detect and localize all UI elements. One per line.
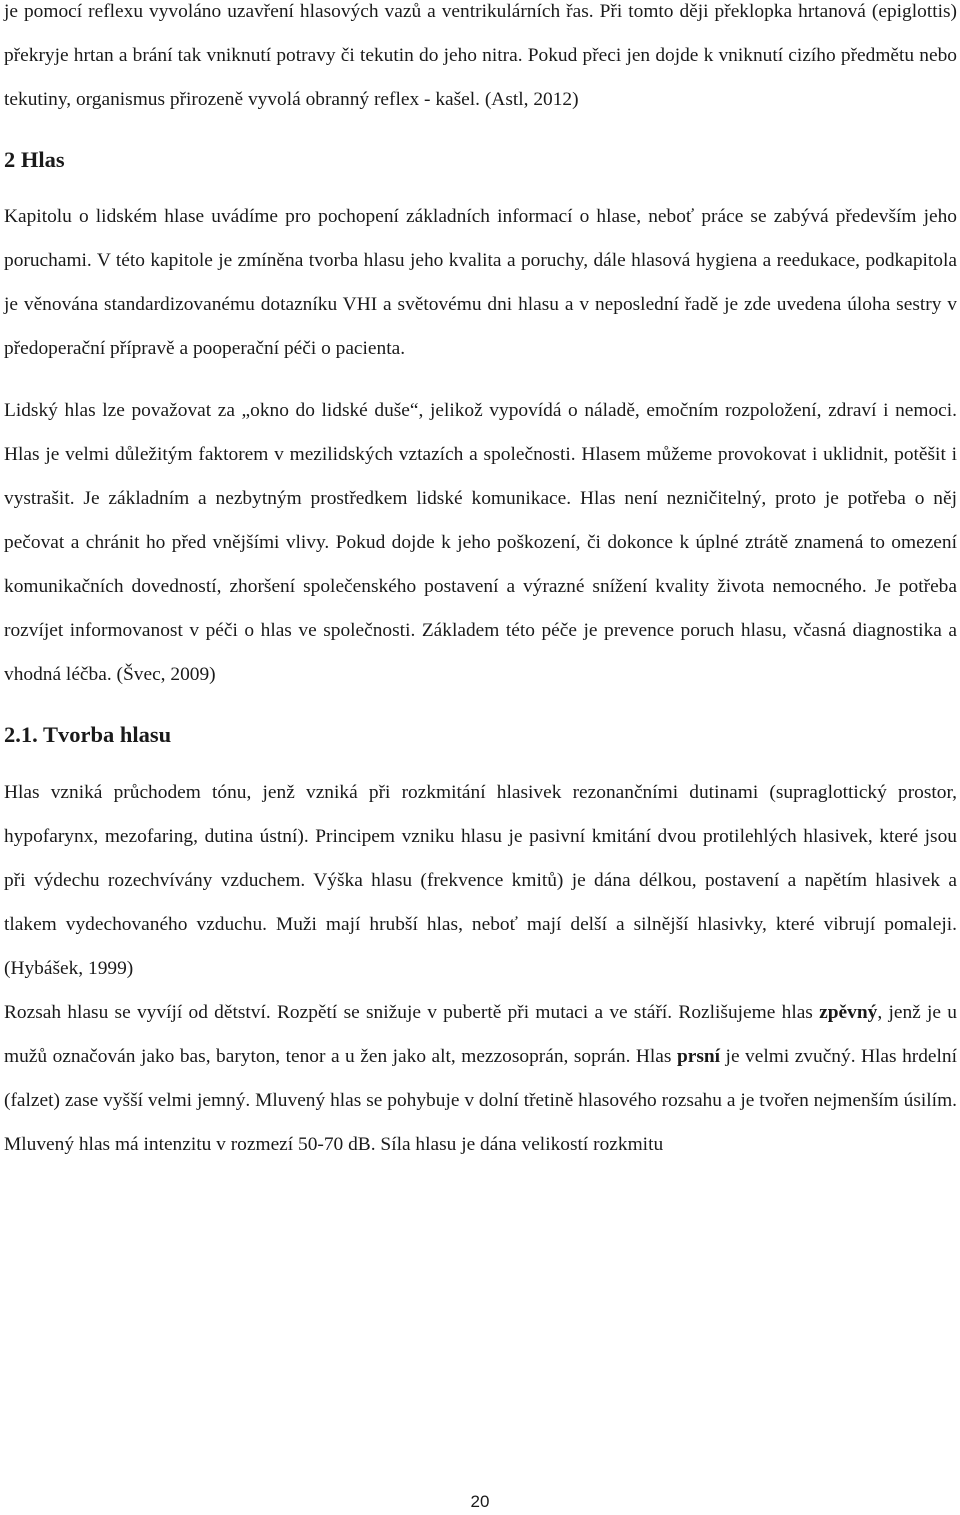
bold-term-prsni: prsní [676, 1046, 721, 1067]
subsection-paragraph-2 [4, 991, 957, 1167]
page-number: 20 [470, 1492, 490, 1511]
section-heading: 2 Hlas [4, 147, 65, 172]
document-page [4, 0, 957, 1167]
paragraph-text: Rozsah hlasu se vyvíjí od dětství. Rozpětí se snižuje v pubertě při mutaci a ve stáří. Rozlišujeme hlas [4, 1002, 820, 1023]
section-paragraph-2: Lidský hlas lze považovat za „okno do lidské duše“, jelikož vypovídá o náladě, emočním rozpoložení, zdraví i nemoci. Hlas je velmi důležitým faktorem v mezilidských vztazích a společnosti. Hlasem můžeme provokovat i uklidnit, potěšit i vystrašit. Je základním a nezbytným prostředkem lidské komunikace. Hlas není nezničitelný, proto je potřeba o něj pečovat a chránit ho před vnějšími vlivy. Pokud dojde k jeho poškození, či dokonce k úplné ztrátě znamená to omezení komunikačních dovedností, zhoršení společenského postavení a výrazné snížení kvality života nemocného. Je potřeba rozvíjet informovanost v péči o hlas ve společnosti. Základem této péče je prevence poruch hlasu, včasná diagnostika a vhodná léčba. (Švec, 2009) [4, 400, 957, 685]
bold-term-zpevny: zpěvný [819, 1002, 878, 1023]
subsection-heading: 2.1. Tvorba hlasu [4, 722, 172, 747]
subsection-paragraph-1: Hlas vzniká průchodem tónu, jenž vzniká při rozkmitání hlasivek rezonančními dutinami (supraglottický prostor, hypofarynx, mezofaring, dutina ústní). Principem vzniku hlasu je pasivní kmitání dvou protilehlých hlasivek, které jsou při výdechu rozechvívány vzduchem. Výška hlasu (frekvence kmitů) je dána délkou, postavení a napětím hlasivek a tlakem vydechovaného vzduchu. Muži mají hrubší hlas, neboť mají delší a silnější hlasivky, které vibrují pomaleji. (Hybášek, 1999) [4, 782, 957, 979]
paragraph-text: je velmi zvučný. Hlas hrdelní (falzet) zase vyšší velmi jemný. Mluvený hlas se pohybuje v dolní třetině hlasového rozsahu a je tvořen nejmenším úsilím. Mluvený hlas má intenzitu v rozmezí 50-70 dB. Síla hlasu je dána velikostí rozkmitu [4, 1046, 957, 1155]
section-paragraph-1: Kapitolu o lidském hlase uvádíme pro pochopení základních informací o hlase, neboť práce se zabývá především jeho poruchami. V této kapitole je zmíněna tvorba hlasu jeho kvalita a poruchy, dále hlasová hygiena a reedukace, podkapitola je věnována standardizovanému dotazníku VHI a světovému dni hlasu a v neposlední řadě je zde uvedena úloha sestry v předoperační přípravě a pooperační péči o pacienta. [4, 206, 957, 359]
intro-paragraph: je pomocí reflexu vyvoláno uzavření hlasových vazů a ventrikulárních řas. Při tomto ději překlopka hrtanová (epiglottis) překryje hrtan a brání tak vniknutí potravy či tekutin do jeho nitra. Pokud přeci jen dojde k vniknutí cizího předmětu nebo tekutiny, organismus přirozeně vyvolá obranný reflex - kašel. (Astl, 2012) [4, 1, 957, 110]
paragraph-text: , jenž je u mužů označován jako bas, baryton, tenor a u žen jako alt, mezzosoprán, soprán. Hlas [4, 1002, 957, 1067]
